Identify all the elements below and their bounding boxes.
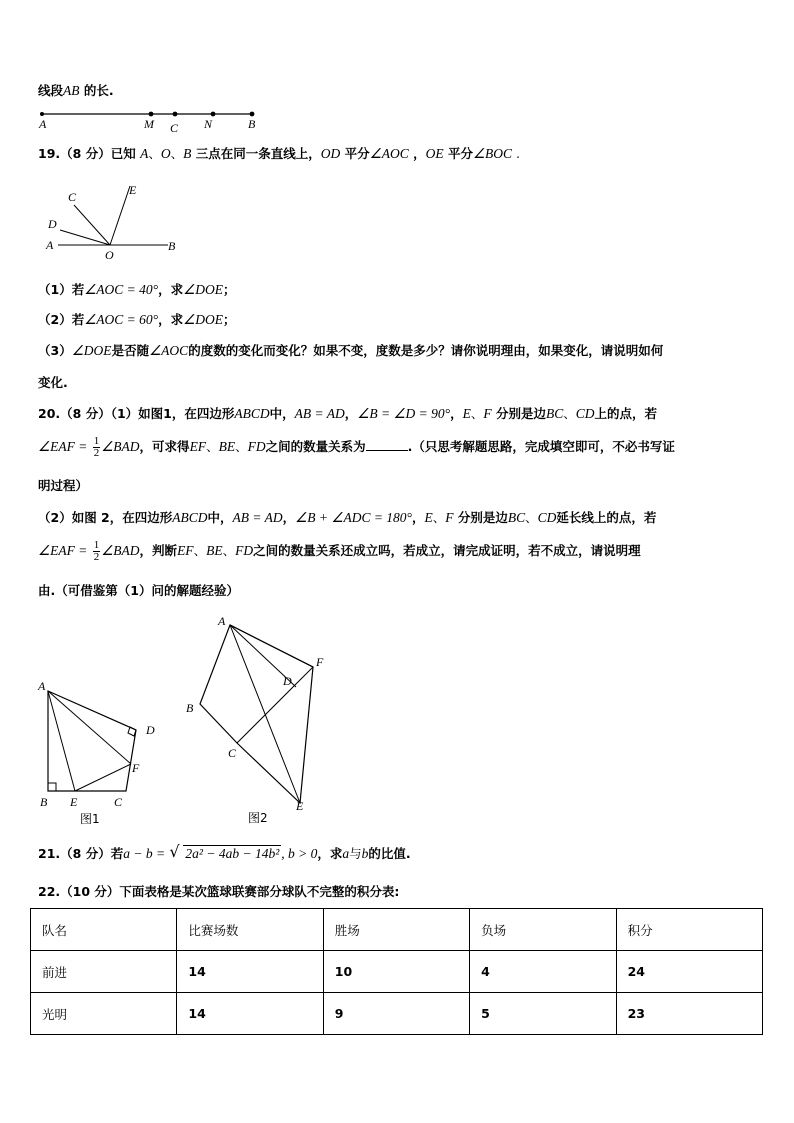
math-abcd: ABCD (172, 510, 208, 525)
fraction-numerator: 1 (93, 435, 100, 447)
point-b (250, 112, 255, 117)
column-header: 比赛场数 (177, 909, 323, 951)
label-c: C (114, 795, 123, 809)
q19-sub1 (38, 282, 235, 298)
radicand: 2a² − 4ab − 14b² (185, 846, 280, 861)
ray-oc (74, 205, 110, 245)
math-b: b (361, 846, 369, 861)
text-run: 之间的数量关系为 (265, 439, 366, 454)
math-bc: BC (507, 510, 526, 525)
ray-od (60, 230, 110, 245)
point-m (149, 112, 154, 117)
q19-sub2 (38, 312, 235, 328)
label-m: M (144, 117, 154, 131)
label-b: B (40, 795, 48, 809)
text-run: 分别是边 (495, 406, 546, 421)
math-ab-eq-ad: AB = AD (232, 510, 283, 525)
label-d: D (283, 674, 292, 688)
table-cell: 23 (616, 993, 762, 1035)
text-run: 、 (170, 146, 184, 161)
text-run: 与 (349, 846, 362, 861)
math-right-angles: ∠B = ∠D = 90° (357, 406, 451, 421)
label-n: N (204, 117, 213, 131)
fraction-denominator: 2 (93, 551, 100, 563)
math-b: B (183, 146, 192, 161)
text-run: 的长. (79, 83, 114, 98)
math-a: A (140, 146, 149, 161)
text-run: 之间的数量关系还成立吗，若成立，请完成证明，若不成立，请说明理 (253, 543, 641, 558)
text-run: 、 (206, 439, 219, 454)
fraction-one-half (93, 436, 101, 459)
math-oe: OE (425, 146, 444, 161)
question-number: 21.（8 分）若 (38, 846, 124, 861)
score-table (30, 908, 763, 1035)
fraction-denominator: 2 (93, 447, 100, 459)
text-run: 是否随 (111, 343, 150, 358)
table-cell: 5 (470, 993, 616, 1035)
text-run: 的度数的变化而变化？如果不变，度数是多少？请你说明理由，如果变化，请说明如何 (188, 343, 664, 358)
table-row (31, 993, 763, 1035)
square-root (169, 842, 281, 862)
label-o: O (105, 248, 114, 262)
text-run: 、 (193, 543, 207, 558)
text-run: 延长线上的点，若 (556, 510, 657, 525)
table-cell: 24 (616, 951, 762, 993)
math-cd: CD (537, 510, 557, 525)
text-run: 、 (148, 146, 161, 161)
label-c: C (228, 746, 237, 760)
label-c: C (68, 190, 77, 204)
math-condition: , b > 0 (281, 846, 318, 861)
right-angle-b (48, 783, 56, 791)
text-run: ， (450, 406, 463, 421)
math-od: OD (320, 146, 341, 161)
ray-oe (110, 186, 130, 245)
segment-af (48, 691, 131, 764)
column-header: 积分 (616, 909, 762, 951)
math-f: F (445, 510, 454, 525)
fraction-numerator: 1 (93, 539, 100, 551)
text-run: ； (222, 282, 236, 297)
text-run: ，求 (158, 312, 184, 327)
math-angle-bad: ∠BAD (101, 439, 140, 454)
math-ab-eq-ad: AB = AD (294, 406, 345, 421)
table-header-row (31, 909, 763, 951)
text-run: ，求 (317, 846, 343, 861)
column-header: 负场 (470, 909, 616, 951)
text-run: . (516, 146, 520, 161)
segment-cf (237, 667, 313, 743)
math-ef: EF (189, 439, 207, 454)
math-angle-bad: ∠BAD (101, 543, 140, 558)
text-run: 20.（8 分）（1）如图1，在四边形 (38, 406, 235, 421)
label-f: F (316, 655, 324, 669)
problem-continuation (38, 83, 114, 99)
text-run: 、 (235, 439, 248, 454)
figure-1 (34, 672, 164, 828)
label-b: B (186, 701, 194, 715)
math-e: E (424, 510, 433, 525)
segment-ae (48, 691, 75, 791)
table-cell: 4 (470, 951, 616, 993)
table-cell: 前进 (31, 951, 177, 993)
text-run: .（只思考解题思路，完成填空即可，不必书写证 (407, 439, 675, 454)
text-run: 、 (563, 406, 576, 421)
right-angle-d (128, 727, 136, 736)
text-run: 、 (432, 510, 446, 525)
math-be: BE (218, 439, 236, 454)
text-run: ，可求得 (139, 439, 190, 454)
label-d: D (48, 217, 57, 231)
figure-outline (200, 625, 313, 803)
point-c (173, 112, 178, 117)
text-run: ； (222, 312, 236, 327)
label-a: A (218, 614, 226, 628)
text-run: 上的点，若 (594, 406, 658, 421)
math-abcd: ABCD (234, 406, 270, 421)
q20-stem-line1 (38, 406, 657, 422)
text-run: ， (411, 510, 425, 525)
math-fd: FD (235, 543, 254, 558)
math-a: a (342, 846, 350, 861)
figure-caption: 图2 (248, 811, 268, 825)
label-c: C (170, 121, 179, 134)
text-run: 中， (207, 510, 233, 525)
math-aoc-60: ∠AOC = 60° (84, 312, 159, 327)
label-e: E (296, 799, 304, 813)
text-run: ，求 (158, 282, 184, 297)
q20-part2-line2 (38, 540, 641, 563)
label-a: A (46, 238, 54, 252)
math-angle-eaf: ∠EAF = (38, 439, 88, 454)
text-run: 线段 (38, 83, 64, 98)
label-f: F (132, 761, 140, 775)
label-d: D (146, 723, 155, 737)
table-row (31, 951, 763, 993)
text-run: ， (344, 406, 358, 421)
radical-sign: √ (169, 842, 180, 861)
text-run: （1）若 (38, 282, 85, 297)
math-be: BE (206, 543, 223, 558)
text-run: 平分 (447, 146, 473, 161)
segment-figure (36, 108, 266, 134)
text-run: 、 (222, 543, 236, 558)
math-angle-boc: ∠BOC (472, 146, 513, 161)
column-header: 队名 (31, 909, 177, 951)
table-cell: 14 (177, 993, 323, 1035)
table-cell: 14 (177, 951, 323, 993)
math-bc: BC (545, 406, 564, 421)
math-angle-doe: ∠DOE (183, 312, 223, 327)
label-e: E (70, 795, 78, 809)
column-header: 胜场 (323, 909, 469, 951)
label-a: A (38, 679, 46, 693)
label-b: B (168, 239, 176, 253)
q22-stem: 22.（10 分）下面表格是某次篮球联赛部分球队不完整的积分表: (38, 884, 400, 899)
table-cell: 光明 (31, 993, 177, 1035)
fraction-one-half (93, 540, 101, 563)
point-n (211, 112, 216, 117)
figure-caption: 图1 (80, 812, 100, 826)
math-angle-doe: ∠DOE (183, 282, 223, 297)
math-angle-sum: ∠B + ∠ADC = 180° (295, 510, 412, 525)
text-run: 中， (269, 406, 295, 421)
math-lhs: a − b = (123, 846, 166, 861)
math-angle-doe: ∠DOE (71, 343, 112, 358)
label-b: B (248, 117, 256, 131)
table-cell: 9 (323, 993, 469, 1035)
text-run: 三点在同一条直线上， (195, 146, 321, 161)
text-run: 分别是边 (457, 510, 508, 525)
q19-sub3 (38, 343, 663, 359)
text-run: ， (413, 146, 426, 161)
q20-stem-line2 (38, 436, 675, 459)
q19-stem (38, 146, 520, 162)
math-cd: CD (575, 406, 595, 421)
text-run: 、 (470, 406, 484, 421)
text-run: 、 (525, 510, 538, 525)
math-o: O (160, 146, 171, 161)
text-run: 平分 (344, 146, 370, 161)
label-a: A (39, 117, 47, 131)
math-angle-eaf: ∠EAF = (38, 543, 88, 558)
angle-figure (40, 180, 190, 264)
math-angle-aoc: ∠AOC (149, 343, 189, 358)
math-e: E (462, 406, 471, 421)
math-aoc-40: ∠AOC = 40° (84, 282, 159, 297)
q20-part2-line1 (38, 510, 656, 526)
math-f: F (483, 406, 492, 421)
math-fd: FD (247, 439, 266, 454)
text-run: 的比值. (368, 846, 411, 861)
q20-part2-line3: 由.（可借鉴第（1）问的解题经验） (38, 583, 239, 598)
math-ef: EF (177, 543, 194, 558)
question-number: 19.（8 分）已知 (38, 146, 136, 161)
answer-blank[interactable] (366, 438, 408, 451)
point-a (40, 112, 44, 116)
segment-ae (230, 625, 300, 803)
text-run: ， (282, 510, 296, 525)
segment-af (230, 625, 313, 667)
q20-stem-line3: 明过程） (38, 478, 89, 493)
text-run: （3） (38, 343, 72, 358)
text-run: （2）若 (38, 312, 85, 327)
math-angle-aoc: ∠AOC (369, 146, 409, 161)
q21-stem (38, 842, 411, 862)
text-run: （2）如图 2，在四边形 (38, 510, 173, 525)
table-cell: 10 (323, 951, 469, 993)
segment-ef (75, 764, 131, 791)
text-run: ，判断 (139, 543, 178, 558)
q19-sub3-line2: 变化. (38, 375, 68, 390)
figure-2 (182, 612, 342, 828)
label-e: E (129, 183, 137, 197)
math-ab: AB (63, 83, 80, 98)
